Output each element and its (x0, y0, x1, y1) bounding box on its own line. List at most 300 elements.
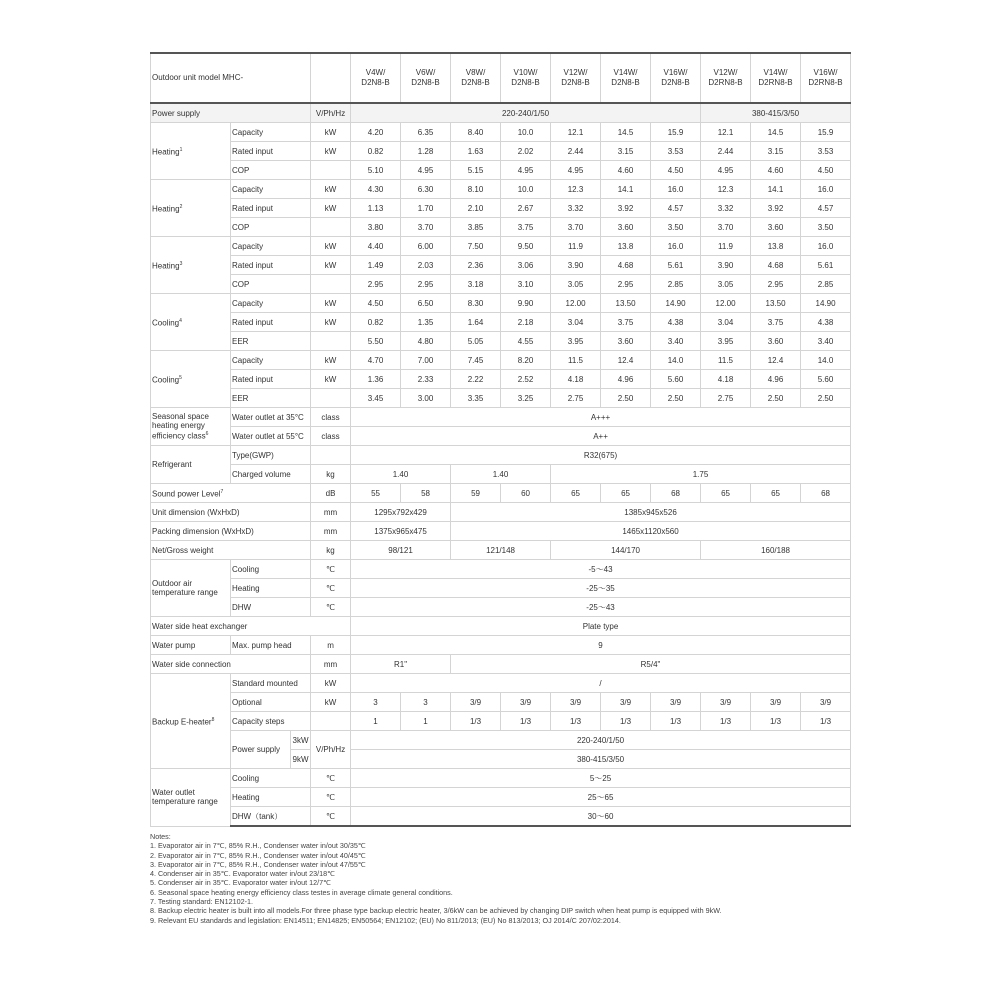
value-cell: 2.22 (451, 370, 501, 389)
value-cell: 12.00 (701, 294, 751, 313)
table-row (151, 161, 851, 180)
note-4: 4. Condenser air in 35℃. Evaporator water in/out 23/18℃ (150, 869, 336, 879)
row-label: Rated input (231, 142, 311, 161)
row-label: Heating (231, 579, 311, 598)
model-header-cell (601, 53, 651, 103)
value-cell: 4.68 (751, 256, 801, 275)
value-cell: 1/3 (451, 712, 501, 731)
table-row (151, 218, 851, 237)
value-cell: 1/3 (801, 712, 851, 731)
value-cell: 4.68 (601, 256, 651, 275)
value-cell: 1.40 (351, 465, 451, 484)
label-line: Outdoor air (152, 579, 193, 588)
row-label: Backup E-heater (152, 717, 212, 727)
unit-cell: ℃ (311, 598, 351, 617)
row-label: Capacity (231, 123, 311, 142)
label-line: D2RN8-B (758, 78, 793, 87)
row-label: COP (231, 275, 311, 294)
table-row (151, 294, 851, 313)
value-cell: 2.50 (601, 389, 651, 408)
value-cell: 4.60 (751, 161, 801, 180)
value-cell: 1.36 (351, 370, 401, 389)
value-cell: 1375x965x475 (351, 522, 451, 541)
outdoor-air-label (151, 560, 231, 617)
value-cell: 7.45 (451, 351, 501, 370)
note-9: 9. Relevant EU standards and legislation: EN14511; EN14825; EN50564; EN12102; (EU) No 811/2013; (EU) No 813/2013; OJ 2014/C 207/02:2014. (150, 915, 621, 925)
value-cell: 2.95 (351, 275, 401, 294)
label-line: D2N8-B (611, 78, 640, 87)
note-1: 1. Evaporator air in 7℃, 85% R.H., Condenser water in/out 30/35℃ (150, 841, 366, 851)
value-cell: 3.15 (751, 142, 801, 161)
value-cell: 3 (351, 693, 401, 712)
value-cell: 2.52 (501, 370, 551, 389)
value-cell: 5.61 (651, 256, 701, 275)
value-cell: 1.40 (451, 465, 551, 484)
value-cell: 0.82 (351, 313, 401, 332)
table-row (151, 560, 851, 579)
weight-label: Net/Gross weight (151, 541, 311, 560)
table-row (151, 237, 851, 256)
model-header-label: Outdoor unit model MHC- (151, 53, 311, 103)
value-cell: 16.0 (651, 180, 701, 199)
water-pump-label: Water pump (151, 636, 231, 655)
label-line: D2RN8-B (808, 78, 843, 87)
value-cell: 11.9 (701, 237, 751, 256)
label-line: D2N8-B (511, 78, 540, 87)
label-line: D2N8-B (461, 78, 490, 87)
value-cell: 0.82 (351, 142, 401, 161)
value-cell: 12.1 (701, 123, 751, 142)
note-7: 7. Testing standard: EN12102-1. (150, 897, 253, 907)
packing-dimension-label: Packing dimension (WxHxD) (151, 522, 311, 541)
value-cell: 7.50 (451, 237, 501, 256)
table-row (151, 598, 851, 617)
value-cell: -25～43 (351, 598, 851, 617)
row-label: Cooling (231, 560, 311, 579)
value-cell: 5.60 (801, 370, 851, 389)
model-header-cell (651, 53, 701, 103)
table-row (151, 693, 851, 712)
label-line: V4W/ (365, 68, 386, 77)
value-cell: 6.30 (401, 180, 451, 199)
value-cell: 6.50 (401, 294, 451, 313)
value-cell: 10.0 (501, 180, 551, 199)
value-cell: 3/9 (451, 693, 501, 712)
unit-cell: kW (311, 256, 351, 275)
table-row (151, 712, 851, 731)
table-row (151, 522, 851, 541)
model-header-cell (401, 53, 451, 103)
unit-cell (311, 389, 351, 408)
row-label: Cooling (152, 375, 180, 385)
value-cell: 58 (401, 484, 451, 503)
value-cell: 12.3 (701, 180, 751, 199)
unit-cell (311, 218, 351, 237)
unit-cell: kW (311, 123, 351, 142)
table-row (151, 465, 851, 484)
label-line: V6W/ (415, 68, 436, 77)
value-cell: 1.49 (351, 256, 401, 275)
value-cell: 16.0 (801, 180, 851, 199)
unit-cell (311, 712, 351, 731)
value-cell: 3.04 (701, 313, 751, 332)
unit-cell: ℃ (311, 579, 351, 598)
value-cell: 3.92 (751, 199, 801, 218)
unit-cell: kg (311, 465, 351, 484)
value-cell: 9.90 (501, 294, 551, 313)
value-cell: -5～43 (351, 560, 851, 579)
unit-cell (311, 275, 351, 294)
value-cell: 3.05 (551, 275, 601, 294)
value-cell: 3.95 (701, 332, 751, 351)
value-cell: 5.50 (351, 332, 401, 351)
seasonal-label (151, 408, 231, 446)
label-line: Seasonal space (152, 412, 209, 422)
table-row (151, 53, 851, 103)
unit-dimension-label: Unit dimension (WxHxD) (151, 503, 311, 522)
table-row (151, 579, 851, 598)
unit-cell: m (311, 636, 351, 655)
value-cell: 220-240/1/50 (351, 731, 851, 750)
value-cell: 3.70 (401, 218, 451, 237)
value-cell: 3.10 (501, 275, 551, 294)
row-label: Capacity steps (231, 712, 311, 731)
value-cell: 4.80 (401, 332, 451, 351)
value-cell: 1.70 (401, 199, 451, 218)
row-label: Heating (152, 204, 180, 214)
value-cell: 1 (351, 712, 401, 731)
label-line: temperature range (152, 588, 218, 597)
row-label: Capacity (231, 294, 311, 313)
kw-cell: 9kW (291, 750, 311, 769)
row-label: Capacity (231, 237, 311, 256)
label-line: V10W/ (513, 68, 538, 77)
value-cell: 8.40 (451, 123, 501, 142)
value-cell: 3.75 (601, 313, 651, 332)
row-label: EER (231, 332, 311, 351)
unit-cell (311, 446, 351, 465)
row-label: Optional (231, 693, 311, 712)
label-line: D2N8-B (411, 78, 440, 87)
note-3: 3. Evaporator air in 7℃, 85% R.H., Condenser water in/out 47/55℃ (150, 859, 366, 869)
refrigerant-label: Refrigerant (151, 446, 231, 484)
value-cell: 3.50 (651, 218, 701, 237)
value-cell: 2.10 (451, 199, 501, 218)
value-cell: 14.5 (601, 123, 651, 142)
label-line: temperature range (152, 797, 218, 807)
value-cell: 8.30 (451, 294, 501, 313)
value-cell: 4.50 (351, 294, 401, 313)
value-cell: 3/9 (801, 693, 851, 712)
unit-cell: kg (311, 541, 351, 560)
unit-cell: ℃ (311, 788, 351, 807)
row-label: DHW (231, 598, 311, 617)
value-cell: 3.70 (701, 218, 751, 237)
value-cell: 98/121 (351, 541, 451, 560)
label-line: D2N8-B (561, 78, 590, 87)
group-label (151, 237, 231, 294)
value-cell: 30～60 (351, 807, 851, 827)
unit-cell: kW (311, 674, 351, 693)
table-row (151, 769, 851, 788)
value-cell: 121/148 (451, 541, 551, 560)
row-label: Charged volume (231, 465, 311, 484)
value-cell: 3/9 (751, 693, 801, 712)
value-cell: 2.95 (751, 275, 801, 294)
row-label: EER (231, 389, 311, 408)
value-cell: 4.95 (551, 161, 601, 180)
value-cell: Plate type (351, 617, 851, 636)
spec-sheet (150, 52, 850, 827)
value-cell: 11.5 (701, 351, 751, 370)
water-connection-label: Water side connection (151, 655, 311, 674)
value-cell: 1/3 (601, 712, 651, 731)
footnote-ref: 4 (179, 317, 182, 324)
value-cell: 12.3 (551, 180, 601, 199)
value-cell: 14.90 (651, 294, 701, 313)
value-cell: 10.0 (501, 123, 551, 142)
value-cell: 13.50 (601, 294, 651, 313)
row-label: Capacity (231, 351, 311, 370)
value-cell: 4.60 (601, 161, 651, 180)
model-header-cell (751, 53, 801, 103)
table-row (151, 674, 851, 693)
value-cell: 3.92 (601, 199, 651, 218)
sound-label (151, 484, 311, 503)
value-cell: 1.63 (451, 142, 501, 161)
note-8: 8. Backup electric heater is built into all models.For three phase type backup electric heater, 3/6kW can be achieved by changing DIP switch when heat pump is equipped with 9kW. (150, 906, 722, 916)
unit-cell: kW (311, 351, 351, 370)
model-header-cell (801, 53, 851, 103)
value-cell: 1.13 (351, 199, 401, 218)
value-cell: 5.15 (451, 161, 501, 180)
value-cell: 55 (351, 484, 401, 503)
value-cell: 2.85 (801, 275, 851, 294)
value-cell: 1.35 (401, 313, 451, 332)
value-cell: 14.0 (801, 351, 851, 370)
value-cell: 2.67 (501, 199, 551, 218)
label-line: heating energy (152, 421, 205, 431)
value-cell: 14.1 (751, 180, 801, 199)
unit-cell: V/Ph/Hz (311, 731, 351, 769)
table-row (151, 807, 851, 827)
value-cell: 59 (451, 484, 501, 503)
value-cell: 3.15 (601, 142, 651, 161)
label-line: V16W/ (813, 68, 838, 77)
value-cell: 65 (751, 484, 801, 503)
value-cell: 1/3 (501, 712, 551, 731)
table-row (151, 180, 851, 199)
value-cell: 4.38 (801, 313, 851, 332)
value-cell: 4.40 (351, 237, 401, 256)
value-cell: 4.57 (651, 199, 701, 218)
value-cell: 1.64 (451, 313, 501, 332)
value-cell: 13.50 (751, 294, 801, 313)
table-row (151, 617, 851, 636)
table-row (151, 503, 851, 522)
value-cell: 9.50 (501, 237, 551, 256)
value-cell: 14.1 (601, 180, 651, 199)
unit-cell: class (311, 408, 351, 427)
unit-cell: ℃ (311, 769, 351, 788)
unit-cell: V/Ph/Hz (311, 103, 351, 123)
value-cell: A+++ (351, 408, 851, 427)
value-cell: 2.75 (701, 389, 751, 408)
table-row (151, 408, 851, 427)
table-row (151, 103, 851, 123)
value-cell: 3.60 (601, 332, 651, 351)
value-cell: 5.10 (351, 161, 401, 180)
row-label: DHW（tank） (231, 807, 311, 827)
unit-cell: dB (311, 484, 351, 503)
value-cell: 4.18 (551, 370, 601, 389)
label-line: V8W/ (465, 68, 486, 77)
unit-cell: mm (311, 522, 351, 541)
row-label: Water outlet at 55°C (231, 427, 311, 446)
row-label: Power supply (231, 731, 291, 769)
value-cell: 4.96 (601, 370, 651, 389)
value-cell: 4.50 (801, 161, 851, 180)
unit-cell: kW (311, 294, 351, 313)
value-cell: 3.05 (701, 275, 751, 294)
table-row (151, 332, 851, 351)
unit-cell: kW (311, 199, 351, 218)
table-row (151, 256, 851, 275)
label-line: Water outlet (152, 788, 195, 798)
value-cell: 1/3 (751, 712, 801, 731)
value-cell: 2.44 (701, 142, 751, 161)
value-cell: 160/188 (701, 541, 851, 560)
label-line: V12W/ (713, 68, 738, 77)
value-cell: 8.20 (501, 351, 551, 370)
value-cell: -25～35 (351, 579, 851, 598)
value-cell: 6.35 (401, 123, 451, 142)
row-label: Cooling (152, 318, 180, 328)
table-row (151, 389, 851, 408)
footnote-ref: 5 (179, 374, 182, 381)
table-row (151, 788, 851, 807)
table-row (151, 123, 851, 142)
label-line: V14W/ (613, 68, 638, 77)
value-cell: 13.8 (751, 237, 801, 256)
value-cell: / (351, 674, 851, 693)
value-cell: 16.0 (651, 237, 701, 256)
kw-cell: 3kW (291, 731, 311, 750)
unit-cell: mm (311, 503, 351, 522)
table-row (151, 370, 851, 389)
value-cell: 5.05 (451, 332, 501, 351)
table-row (151, 351, 851, 370)
value-cell: 2.44 (551, 142, 601, 161)
value-cell: 12.4 (601, 351, 651, 370)
label-line: D2N8-B (361, 78, 390, 87)
label-line: V16W/ (663, 68, 688, 77)
value-cell: 4.30 (351, 180, 401, 199)
footnote-ref: 8 (211, 716, 215, 723)
value-cell: 3.50 (801, 218, 851, 237)
table-row (151, 541, 851, 560)
value-cell: 2.50 (751, 389, 801, 408)
value-cell: 9 (351, 636, 851, 655)
value-cell: 15.9 (651, 123, 701, 142)
value-cell: 3.90 (701, 256, 751, 275)
table-row (151, 313, 851, 332)
notes (150, 832, 850, 925)
value-cell: 14.90 (801, 294, 851, 313)
value-cell: 4.20 (351, 123, 401, 142)
row-label: Cooling (231, 769, 311, 788)
model-header-cell (551, 53, 601, 103)
label-line: D2RN8-B (708, 78, 743, 87)
value-cell: R32(675) (351, 446, 851, 465)
value-cell: 65 (601, 484, 651, 503)
value-cell: 2.50 (801, 389, 851, 408)
value-cell: 2.50 (651, 389, 701, 408)
row-label: Heating (231, 788, 311, 807)
value-cell: 4.50 (651, 161, 701, 180)
value-cell: 4.96 (751, 370, 801, 389)
value-cell: 65 (551, 484, 601, 503)
label-line: efficiency class (152, 431, 206, 441)
table-row (151, 199, 851, 218)
value-cell: 3.35 (451, 389, 501, 408)
note-2: 2. Evaporator air in 7℃, 85% R.H., Condenser water in/out 40/45℃ (150, 850, 366, 860)
unit-cell: kW (311, 693, 351, 712)
footnote-ref: 1 (179, 146, 183, 153)
group-label (151, 294, 231, 351)
value-cell: 3.60 (751, 218, 801, 237)
value-cell: 3.60 (601, 218, 651, 237)
footnote-ref: 2 (179, 203, 183, 210)
water-hx-label: Water side heat exchanger (151, 617, 351, 636)
value-cell: 3.75 (501, 218, 551, 237)
value-cell: 12.4 (751, 351, 801, 370)
value-cell: 2.95 (401, 275, 451, 294)
value-cell: 68 (801, 484, 851, 503)
value-cell: 4.95 (401, 161, 451, 180)
value-cell: 60 (501, 484, 551, 503)
value-cell: 3.85 (451, 218, 501, 237)
row-label: Standard mounted (231, 674, 311, 693)
footnote-ref: 6 (205, 431, 209, 438)
value-cell: 3/9 (551, 693, 601, 712)
model-header-cell (501, 53, 551, 103)
value-cell: 12.00 (551, 294, 601, 313)
value-cell: 3.53 (801, 142, 851, 161)
value-cell: 68 (651, 484, 701, 503)
value-cell: 14.0 (651, 351, 701, 370)
footnote-ref: 3 (179, 260, 183, 267)
value-cell: 3.90 (551, 256, 601, 275)
value-cell: 4.18 (701, 370, 751, 389)
row-label: COP (231, 218, 311, 237)
value-cell: 3.32 (701, 199, 751, 218)
row-label: Water outlet at 35°C (231, 408, 311, 427)
value-cell: 11.5 (551, 351, 601, 370)
value-cell: 2.85 (651, 275, 701, 294)
value-cell: 3.80 (351, 218, 401, 237)
backup-heater-label (151, 674, 231, 769)
unit-cell: kW (311, 180, 351, 199)
note-6: 6. Seasonal space heating energy efficiency class testes in average climate general conditions. (150, 887, 453, 897)
value-cell: 1385x945x526 (451, 503, 851, 522)
value-cell: 3.00 (401, 389, 451, 408)
model-header-cell (351, 53, 401, 103)
value-cell: 3.18 (451, 275, 501, 294)
model-header-cell (701, 53, 751, 103)
row-label: Rated input (231, 199, 311, 218)
value-cell: 16.0 (801, 237, 851, 256)
